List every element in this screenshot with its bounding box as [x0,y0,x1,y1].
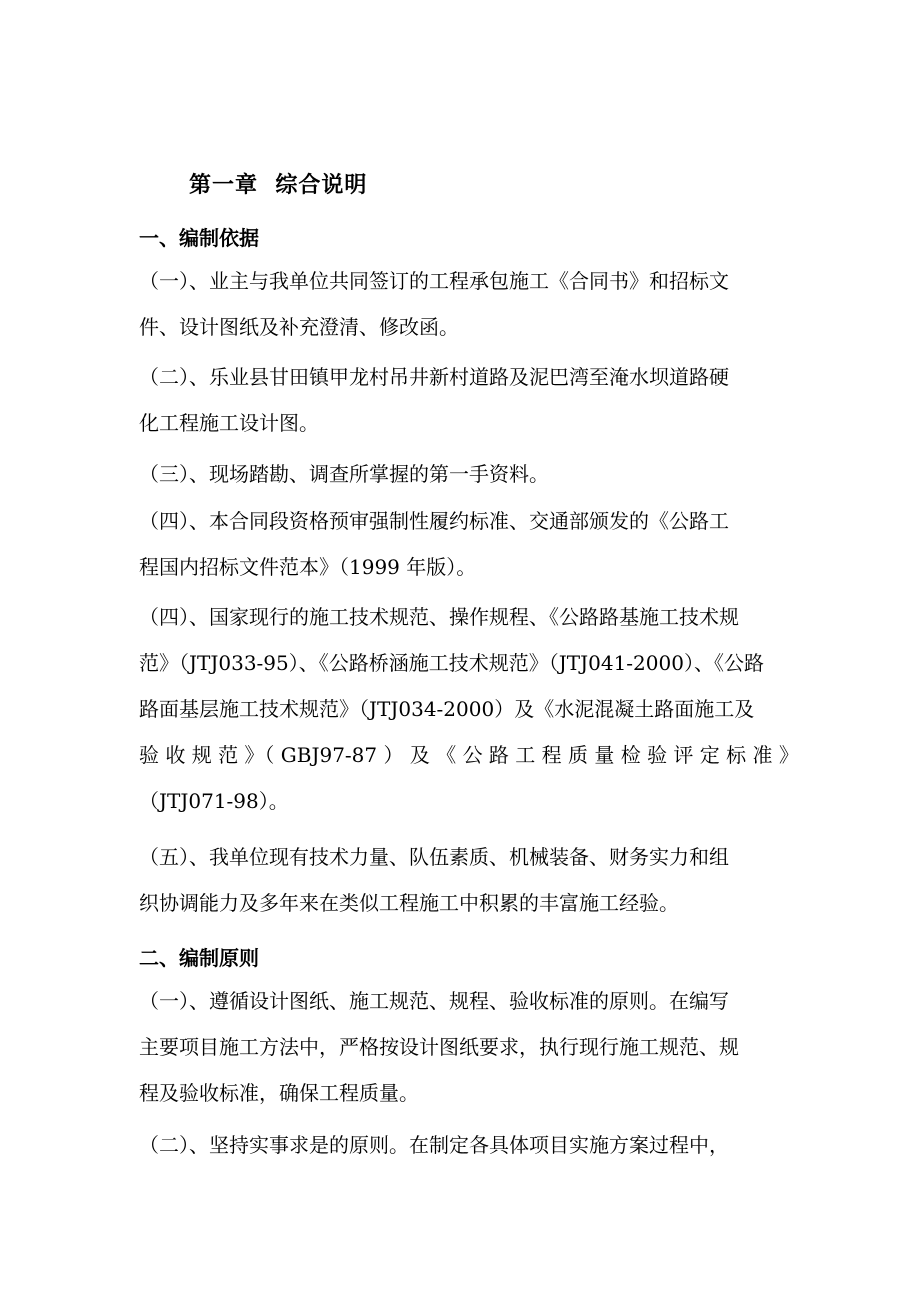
paragraph-line: （四）、本合同段资格预审强制性履约标准、交通部颁发的《公路工 [139,509,729,533]
paragraph-line: 化工程施工设计图。 [139,411,319,435]
paragraph-line: （五）、我单位现有技术力量、队伍素质、机械装备、财务实力和组 [139,845,729,869]
paragraph-basis-6 [139,834,779,926]
paragraph-basis-4 [139,498,779,590]
paragraph-basis-2 [139,354,779,446]
paragraph-line: （JTJ071-98）。 [139,789,289,813]
paragraph-line: 程及验收标准，确保工程质量。 [139,1081,419,1105]
paragraph-line: 路面基层施工技术规范》（JTJ034-2000）及《水泥混凝土路面施工及 [139,697,755,721]
paragraph-basis-1 [139,258,779,350]
paragraph-line: 程国内招标文件范本》（1999 年版）。 [139,555,477,579]
paragraph-line: 主要项目施工方法中，严格按设计图纸要求，执行现行施工规范、规 [139,1035,739,1059]
section-heading-basis: 一、编制依据 [139,226,259,250]
paragraph-principles-1 [139,978,779,1116]
paragraph-principles-2 [139,1122,779,1168]
chapter-title: 第一章 综合说明 [189,172,368,198]
paragraph-line: （二）、坚持实事求是的原则。在制定各具体项目实施方案过程中， [139,1133,729,1157]
paragraph-line: 范》（JTJ033-95）、《公路桥涵施工技术规范》（JTJ041-2000）、《公路 [139,651,764,675]
section-heading-principles: 二、编制原则 [139,946,259,970]
paragraph-line: （一）、遵循设计图纸、施工规范、规程、验收标准的原则。在编写 [139,989,729,1013]
paragraph-line: 验 收 规 范 》（ GBJ97-87 ） 及 《 公 路 工 程 质 量 检 验 评 定 标 准 》 [139,743,799,767]
paragraph-line: （三）、现场踏勘、调查所掌握的第一手资料。 [139,462,549,486]
paragraph-basis-5 [139,594,799,824]
paragraph-line: （一）、业主与我单位共同签订的工程承包施工《合同书》和招标文 [139,269,729,293]
paragraph-basis-3 [139,451,779,497]
paragraph-line: （四）、国家现行的施工技术规范、操作规程、《公路路基施工技术规 [139,605,739,629]
paragraph-line: 织协调能力及多年来在类似工程施工中积累的丰富施工经验。 [139,891,679,915]
paragraph-line: 件、设计图纸及补充澄清、修改函。 [139,315,459,339]
paragraph-line: （二）、乐业县甘田镇甲龙村吊井新村道路及泥巴湾至淹水坝道路硬 [139,365,729,389]
